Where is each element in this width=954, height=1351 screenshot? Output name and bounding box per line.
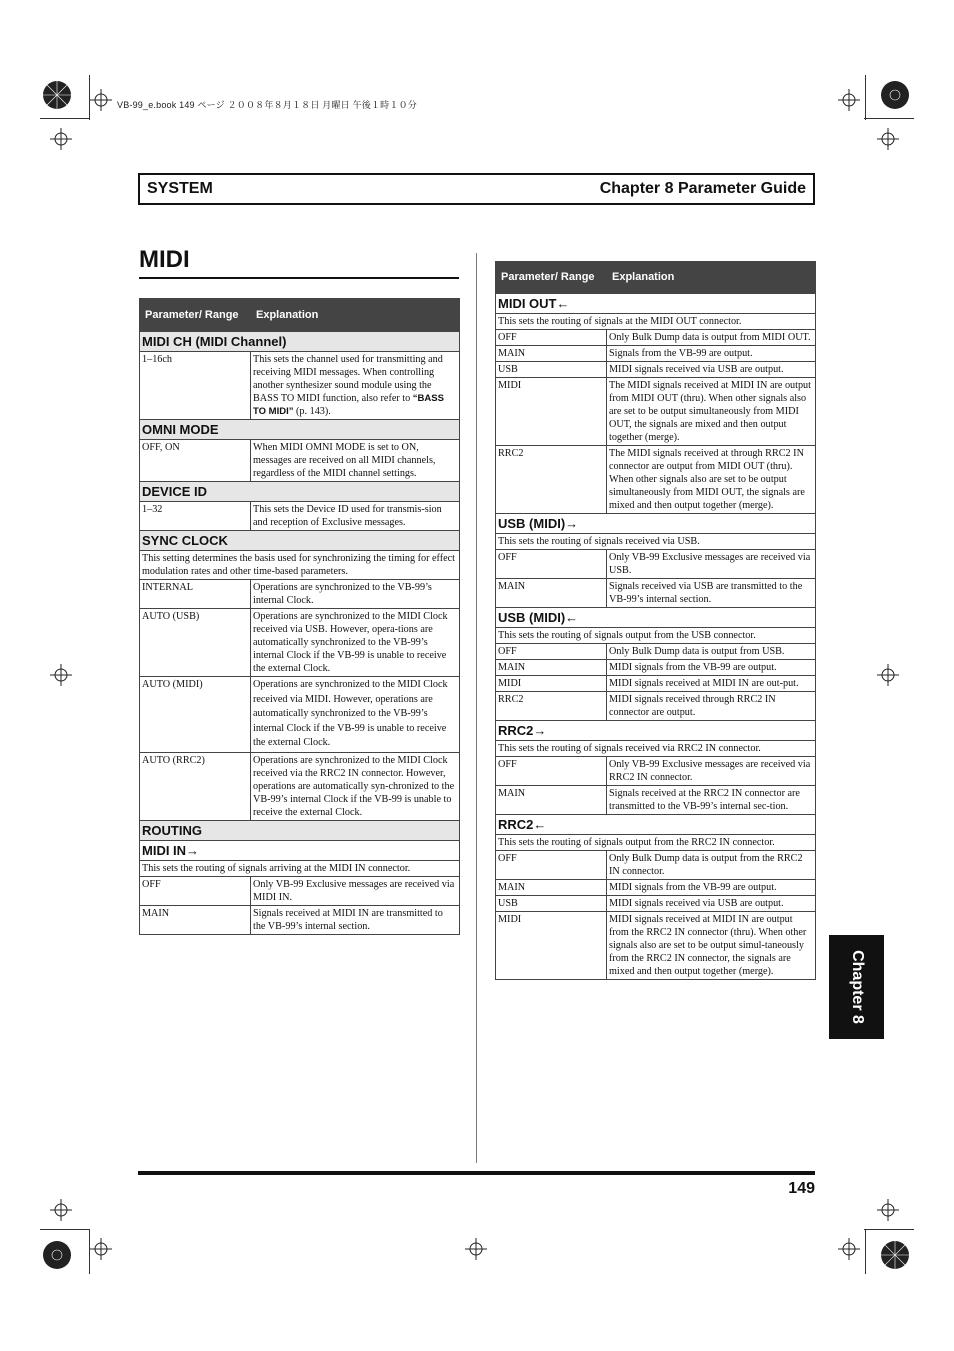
crosshair-icon bbox=[50, 128, 72, 150]
section-title: DEVICE ID bbox=[140, 482, 460, 502]
crop-line bbox=[865, 1229, 866, 1274]
table-header-row bbox=[496, 262, 816, 294]
table-row bbox=[140, 440, 460, 482]
description-cell: This setting determines the basis used for synchronizing the timing for effect modulation rates and other time-based parameters. bbox=[140, 551, 460, 580]
description-cell: This sets the routing of signals arriving at the MIDI IN connector. bbox=[140, 860, 460, 876]
explanation-cell: Signals from the VB-99 are output. bbox=[607, 346, 816, 362]
table-row bbox=[496, 851, 816, 880]
subsection-row bbox=[496, 608, 816, 628]
explanation-cell: MIDI signals received at MIDI IN are output from the RRC2 IN connector (thru). When other signals also are set to be output simul-taneously from the RRC2 IN connector, the signals are mixed and then output together (merge). bbox=[607, 912, 816, 980]
param-cell: MAIN bbox=[496, 579, 607, 608]
param-cell: RRC2 bbox=[496, 446, 607, 514]
table-row bbox=[140, 580, 460, 609]
explanation-cell: Only VB-99 Exclusive messages are received via USB. bbox=[607, 550, 816, 579]
crosshair-icon bbox=[465, 1238, 487, 1260]
param-column-header: Parameter/ Range bbox=[140, 299, 251, 332]
table-row bbox=[496, 757, 816, 786]
param-cell: OFF bbox=[496, 851, 607, 880]
subsection-title: MIDI OUT← bbox=[496, 294, 816, 314]
param-cell: OFF bbox=[496, 550, 607, 579]
section-row bbox=[140, 332, 460, 352]
explanation-cell: Operations are synchronized to the MIDI Clock received via USB. However, opera-tions are automatically synchronized to the VB-99’s internal Clock if the VB-99 is unable to receive the external Clock. bbox=[251, 609, 460, 677]
page-title: MIDI bbox=[139, 246, 190, 273]
section-row bbox=[140, 820, 460, 840]
explanation-text: (p. 143). bbox=[293, 406, 331, 417]
table-row bbox=[140, 905, 460, 934]
param-cell: OFF bbox=[496, 757, 607, 786]
description-cell: This sets the routing of signals output from the RRC2 IN connector. bbox=[496, 835, 816, 851]
param-cell: MAIN bbox=[496, 786, 607, 815]
description-row bbox=[496, 835, 816, 851]
explanation-cell: MIDI signals from the VB-99 are output. bbox=[607, 660, 816, 676]
chapter-tab-label: Chapter 8 bbox=[848, 950, 866, 1024]
param-cell: OFF bbox=[140, 876, 251, 905]
footer-rule bbox=[138, 1171, 815, 1175]
column-divider bbox=[476, 253, 477, 1163]
crop-line bbox=[865, 75, 866, 120]
param-cell: USB bbox=[496, 896, 607, 912]
explanation-cell: MIDI signals received at MIDI IN are out-put. bbox=[607, 676, 816, 692]
crosshair-icon bbox=[50, 1199, 72, 1221]
param-cell: MAIN bbox=[496, 346, 607, 362]
section-label: SYSTEM bbox=[147, 180, 213, 197]
crop-line bbox=[864, 1229, 914, 1230]
section-title: SYNC CLOCK bbox=[140, 531, 460, 551]
param-cell: MIDI bbox=[496, 676, 607, 692]
crop-line bbox=[40, 1229, 90, 1230]
subsection-title: USB (MIDI)→ bbox=[496, 514, 816, 534]
page-number: 149 bbox=[788, 1180, 815, 1197]
explanation-cell: Operations are synchronized to the MIDI Clock received via MIDI. However, operations are automatically synchronized to the VB-99’s internal Clock if the VB-99 is unable to receive the external Clock. bbox=[251, 677, 460, 753]
explanation-cell: The MIDI signals received at MIDI IN are output from MIDI OUT (thru). When other signals also are set to be output simultaneously from MIDI OUT, the signals are mixed and then output together (merge). bbox=[607, 378, 816, 446]
explanation-cell: Operations are synchronized to the VB-99’s internal Clock. bbox=[251, 580, 460, 609]
section-row bbox=[140, 531, 460, 551]
crop-line bbox=[864, 118, 914, 119]
registration-disc-icon bbox=[880, 80, 910, 110]
crosshair-icon bbox=[877, 128, 899, 150]
param-cell: INTERNAL bbox=[140, 580, 251, 609]
explanation-cell: Operations are synchronized to the MIDI Clock received via the RRC2 IN connector. However, operations are automatically syn-chronized to the VB-99’s internal Clock if the VB-99 is unable to receive the external Clock. bbox=[251, 752, 460, 820]
description-row bbox=[496, 628, 816, 644]
crosshair-icon bbox=[90, 1238, 112, 1260]
table-row bbox=[140, 352, 460, 420]
explanation-cell: MIDI signals received via USB are output. bbox=[607, 896, 816, 912]
section-row bbox=[140, 482, 460, 502]
table-row bbox=[496, 550, 816, 579]
page-reference-link[interactable]: “BASS TO MIDI” bbox=[253, 393, 444, 417]
param-cell: AUTO (USB) bbox=[140, 609, 251, 677]
explanation-cell bbox=[251, 352, 460, 420]
right-parameter-table bbox=[495, 261, 816, 980]
section-header-bar bbox=[138, 173, 815, 205]
param-cell: 1–16ch bbox=[140, 352, 251, 420]
param-cell: MIDI bbox=[496, 912, 607, 980]
param-cell: MAIN bbox=[140, 905, 251, 934]
explanation-cell: When MIDI OMNI MODE is set to ON, messages are received on all MIDI channels, regardless of the MIDI channel settings. bbox=[251, 440, 460, 482]
explanation-cell: Only Bulk Dump data is output from the RRC2 IN connector. bbox=[607, 851, 816, 880]
crop-line bbox=[40, 118, 90, 119]
crosshair-icon bbox=[90, 89, 112, 111]
param-cell: RRC2 bbox=[496, 692, 607, 721]
param-cell: AUTO (RRC2) bbox=[140, 752, 251, 820]
subsection-title: USB (MIDI)← bbox=[496, 608, 816, 628]
table-row bbox=[496, 896, 816, 912]
table-row bbox=[140, 502, 460, 531]
description-cell: This sets the routing of signals received via RRC2 IN connector. bbox=[496, 741, 816, 757]
table-row bbox=[496, 644, 816, 660]
param-cell: AUTO (MIDI) bbox=[140, 677, 251, 753]
title-rule bbox=[139, 277, 459, 279]
table-row bbox=[496, 346, 816, 362]
table-row bbox=[496, 378, 816, 446]
table-row bbox=[496, 579, 816, 608]
crosshair-icon bbox=[50, 664, 72, 686]
section-title: OMNI MODE bbox=[140, 420, 460, 440]
explanation-cell: Only Bulk Dump data is output from MIDI OUT. bbox=[607, 330, 816, 346]
subsection-row bbox=[496, 514, 816, 534]
explanation-cell: Only VB-99 Exclusive messages are received via MIDI IN. bbox=[251, 876, 460, 905]
param-cell: USB bbox=[496, 362, 607, 378]
book-file-header: VB-99_e.book 149 ページ ２００８年８月１８日 月曜日 午後１時１０分 bbox=[117, 100, 417, 110]
table-row bbox=[140, 752, 460, 820]
table-row bbox=[140, 677, 460, 753]
table-row bbox=[140, 876, 460, 905]
crosshair-icon bbox=[838, 1238, 860, 1260]
registration-disc-icon bbox=[42, 80, 72, 110]
subsection-title: MIDI IN→ bbox=[140, 840, 460, 860]
subsection-title: RRC2→ bbox=[496, 721, 816, 741]
explanation-cell: Signals received via USB are transmitted to the VB-99’s internal section. bbox=[607, 579, 816, 608]
section-title: ROUTING bbox=[140, 820, 460, 840]
explanation-cell: Signals received at the RRC2 IN connector are transmitted to the VB-99’s internal sec-tion. bbox=[607, 786, 816, 815]
table-row bbox=[496, 330, 816, 346]
left-parameter-table bbox=[139, 298, 460, 935]
description-row bbox=[496, 534, 816, 550]
table-row bbox=[496, 912, 816, 980]
param-cell: OFF, ON bbox=[140, 440, 251, 482]
subsection-title: RRC2← bbox=[496, 815, 816, 835]
table-row bbox=[496, 362, 816, 378]
table-header-row bbox=[140, 299, 460, 332]
table-row bbox=[496, 880, 816, 896]
table-row bbox=[496, 660, 816, 676]
param-cell: 1–32 bbox=[140, 502, 251, 531]
table-row bbox=[496, 786, 816, 815]
section-row bbox=[140, 420, 460, 440]
section-title: MIDI CH (MIDI Channel) bbox=[140, 332, 460, 352]
param-cell: MIDI bbox=[496, 378, 607, 446]
description-row bbox=[496, 741, 816, 757]
crop-line bbox=[89, 75, 90, 120]
param-column-header: Parameter/ Range bbox=[496, 262, 607, 294]
param-cell: MAIN bbox=[496, 880, 607, 896]
explanation-cell: MIDI signals from the VB-99 are output. bbox=[607, 880, 816, 896]
subsection-row bbox=[496, 721, 816, 741]
explanation-text: This sets the channel used for transmitting and receiving MIDI messages. When controlling another synthesizer sound module using the BASS TO MIDI function, also refer to bbox=[253, 354, 443, 404]
param-cell: OFF bbox=[496, 330, 607, 346]
description-cell: This sets the routing of signals output from the USB connector. bbox=[496, 628, 816, 644]
description-row bbox=[140, 551, 460, 580]
param-cell: MAIN bbox=[496, 660, 607, 676]
subsection-row bbox=[496, 294, 816, 314]
subsection-row bbox=[140, 840, 460, 860]
subsection-row bbox=[496, 815, 816, 835]
crosshair-icon bbox=[877, 664, 899, 686]
table-row bbox=[496, 676, 816, 692]
table-row bbox=[140, 609, 460, 677]
description-cell: This sets the routing of signals received via USB. bbox=[496, 534, 816, 550]
description-row bbox=[496, 314, 816, 330]
description-cell: This sets the routing of signals at the MIDI OUT connector. bbox=[496, 314, 816, 330]
explanation-column-header: Explanation bbox=[607, 262, 816, 294]
explanation-column-header: Explanation bbox=[251, 299, 460, 332]
registration-disc-icon bbox=[42, 1240, 72, 1270]
explanation-cell: Only VB-99 Exclusive messages are received via RRC2 IN connector. bbox=[607, 757, 816, 786]
crop-line bbox=[89, 1229, 90, 1274]
registration-disc-icon bbox=[880, 1240, 910, 1270]
crosshair-icon bbox=[838, 89, 860, 111]
table-row bbox=[496, 692, 816, 721]
explanation-cell: MIDI signals received via USB are output. bbox=[607, 362, 816, 378]
param-cell: OFF bbox=[496, 644, 607, 660]
chapter-label: Chapter 8 Parameter Guide bbox=[599, 180, 806, 197]
explanation-cell: MIDI signals received through RRC2 IN connector are output. bbox=[607, 692, 816, 721]
explanation-cell: Signals received at MIDI IN are transmitted to the VB-99’s internal section. bbox=[251, 905, 460, 934]
explanation-cell: The MIDI signals received at through RRC2 IN connector are output from MIDI OUT (thru). When other signals also are set to be output simultaneously from MIDI OUT, the signals are mixed and then output together (merge). bbox=[607, 446, 816, 514]
chapter-tab[interactable] bbox=[829, 935, 884, 1039]
explanation-cell: This sets the Device ID used for transmis-sion and reception of Exclusive messages. bbox=[251, 502, 460, 531]
crosshair-icon bbox=[877, 1199, 899, 1221]
table-row bbox=[496, 446, 816, 514]
explanation-cell: Only Bulk Dump data is output from USB. bbox=[607, 644, 816, 660]
description-row bbox=[140, 860, 460, 876]
